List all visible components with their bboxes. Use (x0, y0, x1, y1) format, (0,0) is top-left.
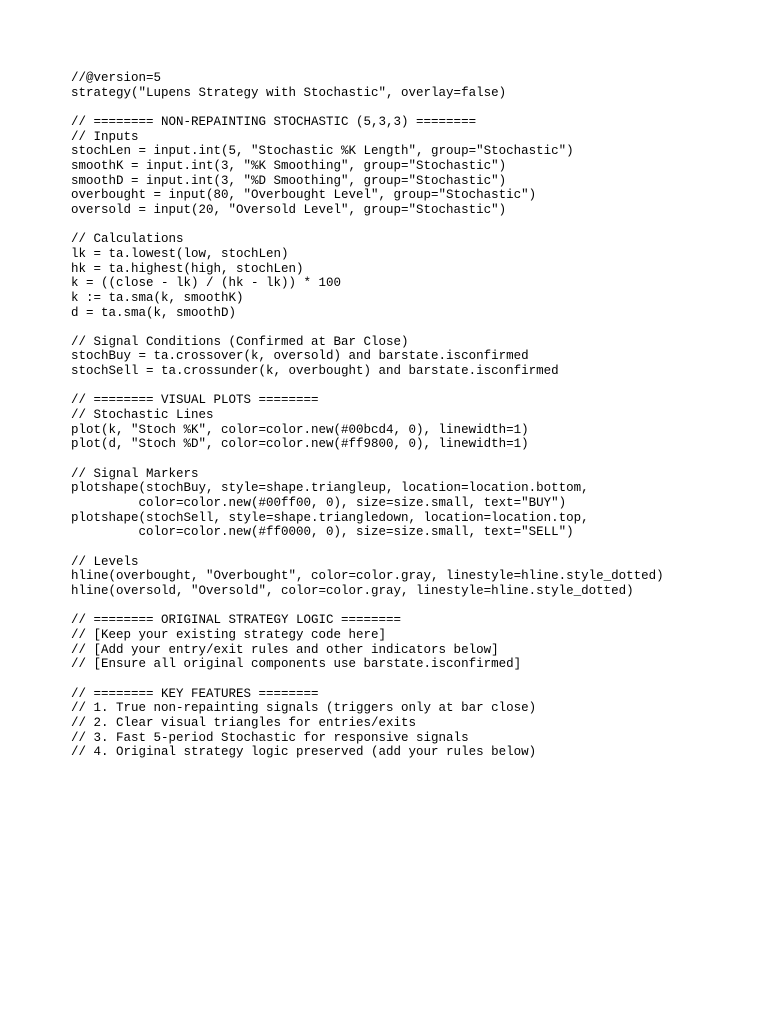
comment-line: // [Keep your existing strategy code here] (71, 627, 387, 642)
code-line: strategy("Lupens Strategy with Stochastic", overlay=false) (71, 85, 507, 100)
comment-line: // 2. Clear visual triangles for entries/exits (71, 715, 417, 730)
code-line: d = ta.sma(k, smoothD) (71, 305, 237, 320)
blank-line (71, 320, 664, 335)
code-line: oversold = input(20, "Oversold Level", group="Stochastic") (71, 202, 507, 217)
blank-line (71, 452, 664, 467)
comment-line: // 1. True non-repainting signals (triggers only at bar close) (71, 701, 537, 716)
comment-line: // ======== ORIGINAL STRATEGY LOGIC ======== (71, 613, 402, 628)
comment-line: // ======== NON-REPAINTING STOCHASTIC (5,3,3) ======== (71, 114, 477, 129)
comment-line: // 4. Original strategy logic preserved (add your rules below) (71, 745, 537, 760)
blank-line (71, 218, 664, 233)
code-line: stochSell = ta.crossunder(k, overbought) and barstate.isconfirmed (71, 364, 559, 379)
comment-line: // 3. Fast 5-period Stochastic for responsive signals (71, 730, 469, 745)
comment-line: // [Add your entry/exit rules and other indicators below] (71, 642, 499, 657)
code-line: lk = ta.lowest(low, stochLen) (71, 246, 289, 261)
comment-line: //@version=5 (71, 71, 162, 85)
blank-line (71, 672, 664, 687)
comment-line: // Levels (71, 554, 139, 569)
comment-line: // ======== KEY FEATURES ======== (71, 686, 319, 701)
comment-line: // ======== VISUAL PLOTS ======== (71, 393, 319, 408)
code-line: smoothK = input.int(3, "%K Smoothing", group="Stochastic") (71, 158, 507, 173)
code-line: plotshape(stochSell, style=shape.triangledown, location=location.top, (71, 510, 589, 525)
comment-line: // [Ensure all original components use barstate.isconfirmed] (71, 657, 522, 672)
code-line: k = ((close - lk) / (hk - lk)) * 100 (71, 276, 342, 291)
code-line: stochLen = input.int(5, "Stochastic %K Length", group="Stochastic") (71, 144, 574, 159)
code-line: plotshape(stochBuy, style=shape.triangleup, location=location.bottom, (71, 481, 589, 496)
blank-line (71, 599, 664, 614)
code-line: hk = ta.highest(high, stochLen) (71, 261, 304, 276)
blank-line (71, 100, 664, 115)
blank-line (71, 379, 664, 394)
code-line: overbought = input(80, "Overbought Level", group="Stochastic") (71, 188, 537, 203)
comment-line: // Signal Markers (71, 466, 199, 481)
code-line: plot(d, "Stoch %D", color=color.new(#ff9800, 0), linewidth=1) (71, 437, 529, 452)
comment-line: // Inputs (71, 129, 139, 144)
code-line: hline(overbought, "Overbought", color=color.gray, linestyle=hline.style_dotted) (71, 569, 664, 584)
code-line: color=color.new(#ff0000, 0), size=size.small, text="SELL") (71, 525, 574, 540)
code-line: smoothD = input.int(3, "%D Smoothing", group="Stochastic") (71, 173, 507, 188)
comment-line: // Calculations (71, 232, 184, 247)
code-listing (71, 71, 664, 760)
code-line: hline(oversold, "Oversold", color=color.gray, linestyle=hline.style_dotted) (71, 583, 634, 598)
comment-line: // Stochastic Lines (71, 408, 214, 423)
code-line: plot(k, "Stoch %K", color=color.new(#00bcd4, 0), linewidth=1) (71, 422, 529, 437)
code-line: k := ta.sma(k, smoothK) (71, 290, 244, 305)
blank-line (71, 540, 664, 555)
code-line: color=color.new(#00ff00, 0), size=size.small, text="BUY") (71, 496, 567, 511)
comment-line: // Signal Conditions (Confirmed at Bar Close) (71, 334, 409, 349)
code-line: stochBuy = ta.crossover(k, oversold) and barstate.isconfirmed (71, 349, 529, 364)
